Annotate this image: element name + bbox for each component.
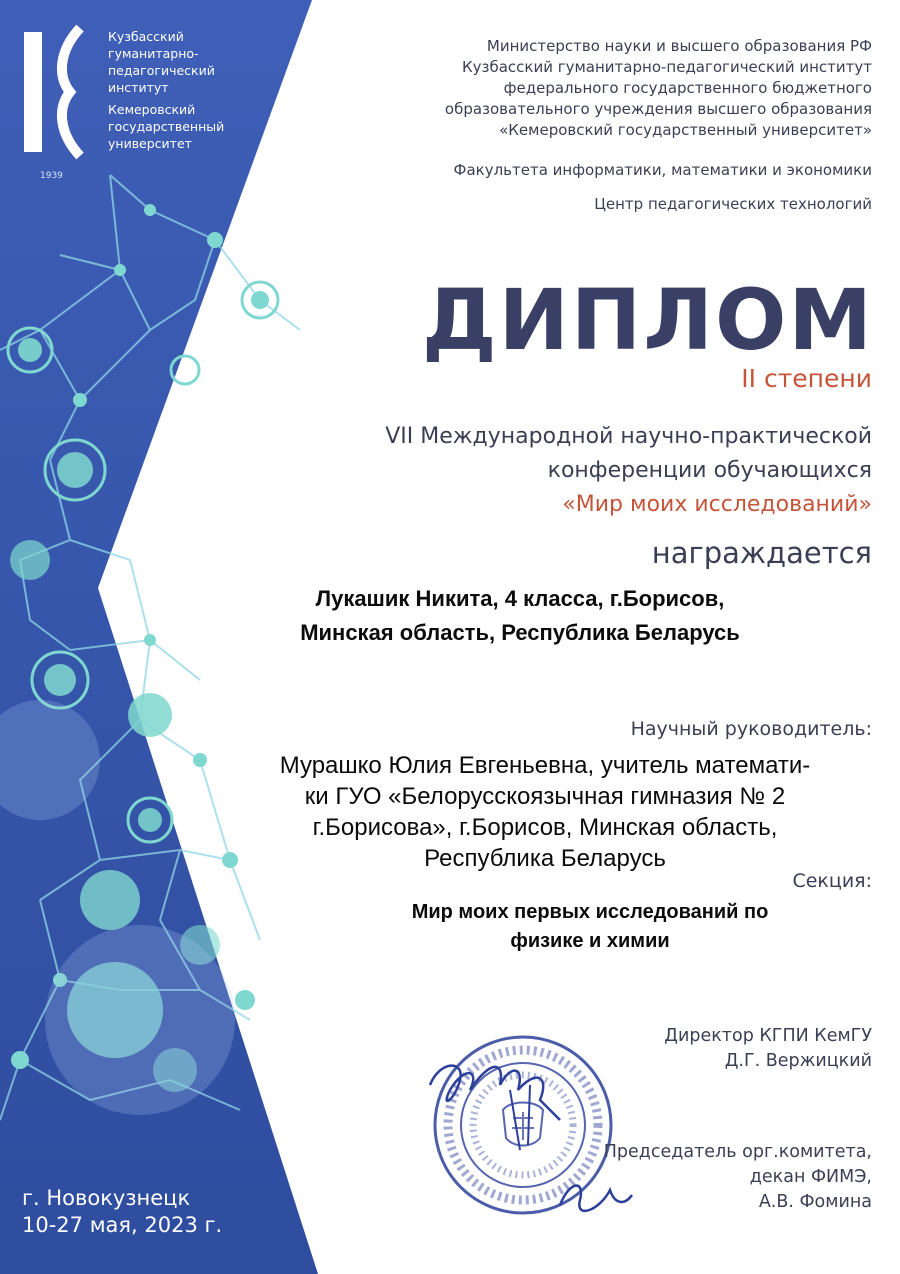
supervisor-details: Мурашко Юлия Евгеньевна, учитель математи- ки ГУО «Белорусскоязычная гимназия № 2 г.Борисова», г.Борисов, Минская область, Республика Беларусь [279,752,811,872]
supervisor-label: Научный руководитель: [630,718,872,740]
logo-year: 1939 [40,171,63,181]
awarded-label: награждается [651,536,872,570]
conference-name: «Мир моих исследований» [562,492,872,517]
logo-university-name: Кемеровский государственный университет [108,102,225,151]
diploma-degree: II степени [741,364,872,393]
university-logo-icon [18,22,98,162]
chair-signature-block: Председатель орг.комитета, декан ФИМЭ, А.В. Фомина [603,1142,872,1212]
issuer-header: Министерство науки и высшего образования РФ Кузбасский гуманитарно-педагогический институт федерального государственного бюджетного образовательного учреждения высшего образования «Кемеровский государственный университет» [444,37,872,139]
logo-institute-name: Кузбасский гуманитарно- педагогический институт [108,29,215,95]
place-and-date: г. Новокузнецк 10-27 мая, 2023 г. [22,1186,223,1237]
conference-title: VII Международной научно-практической конференции обучающихся «Мир моих исследований» [385,420,872,522]
director-signature-block: Директор КГПИ КемГУ Д.Г. Вержицкий [664,1026,872,1071]
section-name: Мир моих первых исследований по физике и химии [411,901,769,952]
diploma-title: ДИПЛОМ [421,271,874,369]
faculty-name: Факультета информатики, математики и экономики [453,161,872,179]
section-label: Секция: [792,870,872,892]
center-name: Центр педагогических технологий [594,195,872,213]
recipient-name: Лукашик Никита, 4 класса, г.Борисов, Минская область, Республика Беларусь [300,586,740,645]
